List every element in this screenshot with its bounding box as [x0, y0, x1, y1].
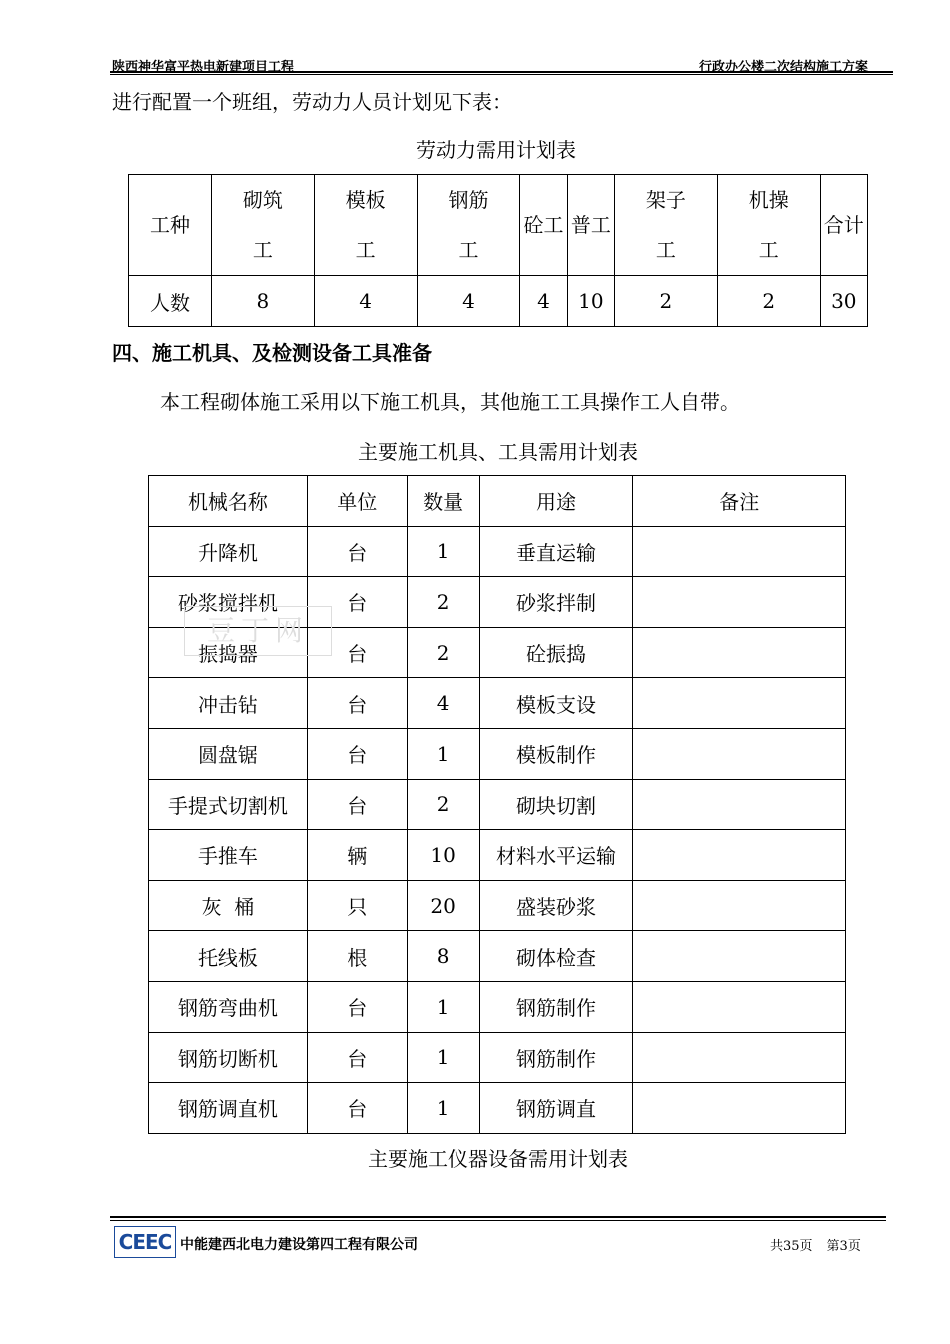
table-cell [633, 526, 846, 577]
table-row [149, 1083, 846, 1134]
labor-col-header: 合计 [820, 175, 867, 276]
table-cell: 振捣器 [149, 627, 308, 678]
labor-col-header: 砼工 [520, 175, 567, 276]
table-cell: 根 [307, 931, 407, 982]
machine-col-header: 备注 [633, 476, 846, 527]
labor-table [128, 174, 868, 327]
table-cell [633, 1083, 846, 1134]
table-row [149, 779, 846, 830]
table-row [149, 830, 846, 881]
labor-col-header [615, 175, 718, 276]
labor-col-header [212, 175, 315, 276]
table-cell: 10 [407, 830, 479, 881]
header-document-title: 行政办公楼二次结构施工方案 [698, 60, 868, 75]
footer-rule [110, 1216, 886, 1218]
table-cell [633, 779, 846, 830]
logo-lettering: CEEC [118, 1230, 172, 1254]
labor-col-header-line: 机操 [748, 188, 789, 212]
header-project-name: 陕西神华富平热电新建项目工程 [112, 60, 295, 75]
table-cell: 砼振捣 [479, 627, 633, 678]
table-cell: 钢筋制作 [479, 1032, 633, 1083]
labor-value: 2 [717, 276, 820, 327]
table-cell: 1 [407, 981, 479, 1032]
table-cell: 盛装砂浆 [479, 880, 633, 931]
table-cell: 1 [407, 1083, 479, 1134]
watermark: 豆丁网 [184, 606, 332, 656]
labor-header-label: 工种 [129, 175, 212, 276]
table-cell: 台 [307, 1032, 407, 1083]
section-paragraph: 本工程砌体施工采用以下施工机具，其他施工工具操作工人自带。 [160, 390, 740, 414]
labor-col-header-line: 工 [655, 238, 676, 262]
table-cell: 模板支设 [479, 678, 633, 729]
table-cell: 台 [307, 981, 407, 1032]
table-cell: 钢筋切断机 [149, 1032, 308, 1083]
labor-row-label: 人数 [129, 276, 212, 327]
table-cell: 2 [407, 577, 479, 628]
labor-value: 10 [567, 276, 614, 327]
table-cell: 圆盘锯 [149, 728, 308, 779]
machine-col-header: 机械名称 [149, 476, 308, 527]
header-rule [110, 71, 893, 73]
table-cell [633, 981, 846, 1032]
table-row [149, 678, 846, 729]
instrument-table-caption: 主要施工仪器设备需用计划表 [368, 1147, 628, 1171]
machine-col-header: 用途 [479, 476, 633, 527]
table-cell: 手提式切割机 [149, 779, 308, 830]
table-cell: 台 [307, 1083, 407, 1134]
table-cell: 台 [307, 577, 407, 628]
table-cell: 台 [307, 678, 407, 729]
table-cell: 1 [407, 728, 479, 779]
footer-rule-thin [110, 1220, 886, 1221]
machine-header-row [149, 476, 846, 527]
table-cell: 材料水平运输 [479, 830, 633, 881]
table-cell: 20 [407, 880, 479, 931]
labor-col-header [417, 175, 520, 276]
table-row [149, 981, 846, 1032]
table-cell [633, 577, 846, 628]
page-info [770, 1235, 875, 1254]
company-logo [114, 1226, 176, 1258]
labor-value: 4 [520, 276, 567, 327]
table-cell: 模板制作 [479, 728, 633, 779]
table-cell [633, 678, 846, 729]
machine-table [148, 475, 846, 1134]
table-row [149, 931, 846, 982]
table-row [149, 1032, 846, 1083]
table-cell: 台 [307, 728, 407, 779]
labor-col-header-line: 工 [355, 238, 376, 262]
labor-col-header-line: 模板 [345, 188, 386, 212]
table-cell: 钢筋调直 [479, 1083, 633, 1134]
table-cell: 台 [307, 526, 407, 577]
labor-col-header-line: 工 [458, 238, 479, 262]
machine-table-caption: 主要施工机具、工具需用计划表 [358, 440, 638, 464]
table-cell: 辆 [307, 830, 407, 881]
table-row [149, 526, 846, 577]
labor-value-row [129, 276, 868, 327]
table-cell: 垂直运输 [479, 526, 633, 577]
table-cell: 钢筋调直机 [149, 1083, 308, 1134]
table-cell: 砌体检查 [479, 931, 633, 982]
table-cell: 升降机 [149, 526, 308, 577]
table-cell: 托线板 [149, 931, 308, 982]
table-cell: 1 [407, 526, 479, 577]
table-cell: 4 [407, 678, 479, 729]
table-cell: 1 [407, 1032, 479, 1083]
table-cell: 钢筋弯曲机 [149, 981, 308, 1032]
table-cell: 2 [407, 779, 479, 830]
current-page: 第3页 [826, 1239, 861, 1254]
table-cell: 8 [407, 931, 479, 982]
table-row [149, 728, 846, 779]
labor-header-row [129, 175, 868, 276]
labor-col-header-line: 工 [758, 238, 779, 262]
table-cell: 台 [307, 779, 407, 830]
table-cell [633, 627, 846, 678]
table-cell [633, 880, 846, 931]
table-cell: 砌块切割 [479, 779, 633, 830]
table-cell: 台 [307, 627, 407, 678]
table-cell [633, 1032, 846, 1083]
table-cell: 灰 桶 [149, 880, 308, 931]
table-cell: 只 [307, 880, 407, 931]
table-cell: 砂浆拌制 [479, 577, 633, 628]
table-cell [633, 931, 846, 982]
machine-col-header: 单位 [307, 476, 407, 527]
table-cell: 手推车 [149, 830, 308, 881]
labor-value: 8 [212, 276, 315, 327]
labor-col-header [314, 175, 417, 276]
header-rule-thin [110, 74, 893, 75]
total-pages: 共35页 [770, 1239, 813, 1254]
section-heading: 四、施工机具、及检测设备工具准备 [112, 341, 432, 365]
labor-col-header-line: 钢筋 [448, 188, 489, 212]
table-cell [633, 728, 846, 779]
labor-value: 30 [820, 276, 867, 327]
labor-col-header-line: 工 [252, 238, 273, 262]
table-cell: 2 [407, 627, 479, 678]
labor-value: 4 [314, 276, 417, 327]
table-cell: 冲击钻 [149, 678, 308, 729]
table-cell [633, 830, 846, 881]
labor-value: 2 [615, 276, 718, 327]
intro-text: 进行配置一个班组，劳动力人员计划见下表： [112, 90, 512, 114]
labor-col-header [717, 175, 820, 276]
labor-col-header-line: 架子 [645, 188, 686, 212]
labor-table-caption: 劳动力需用计划表 [416, 138, 576, 162]
table-row [149, 880, 846, 931]
footer-company-name: 中能建西北电力建设第四工程有限公司 [180, 1237, 418, 1253]
table-cell: 钢筋制作 [479, 981, 633, 1032]
table-cell: 砂浆搅拌机 [149, 577, 308, 628]
labor-value: 4 [417, 276, 520, 327]
labor-col-header: 普工 [567, 175, 614, 276]
labor-col-header-line: 砌筑 [242, 188, 283, 212]
machine-col-header: 数量 [407, 476, 479, 527]
